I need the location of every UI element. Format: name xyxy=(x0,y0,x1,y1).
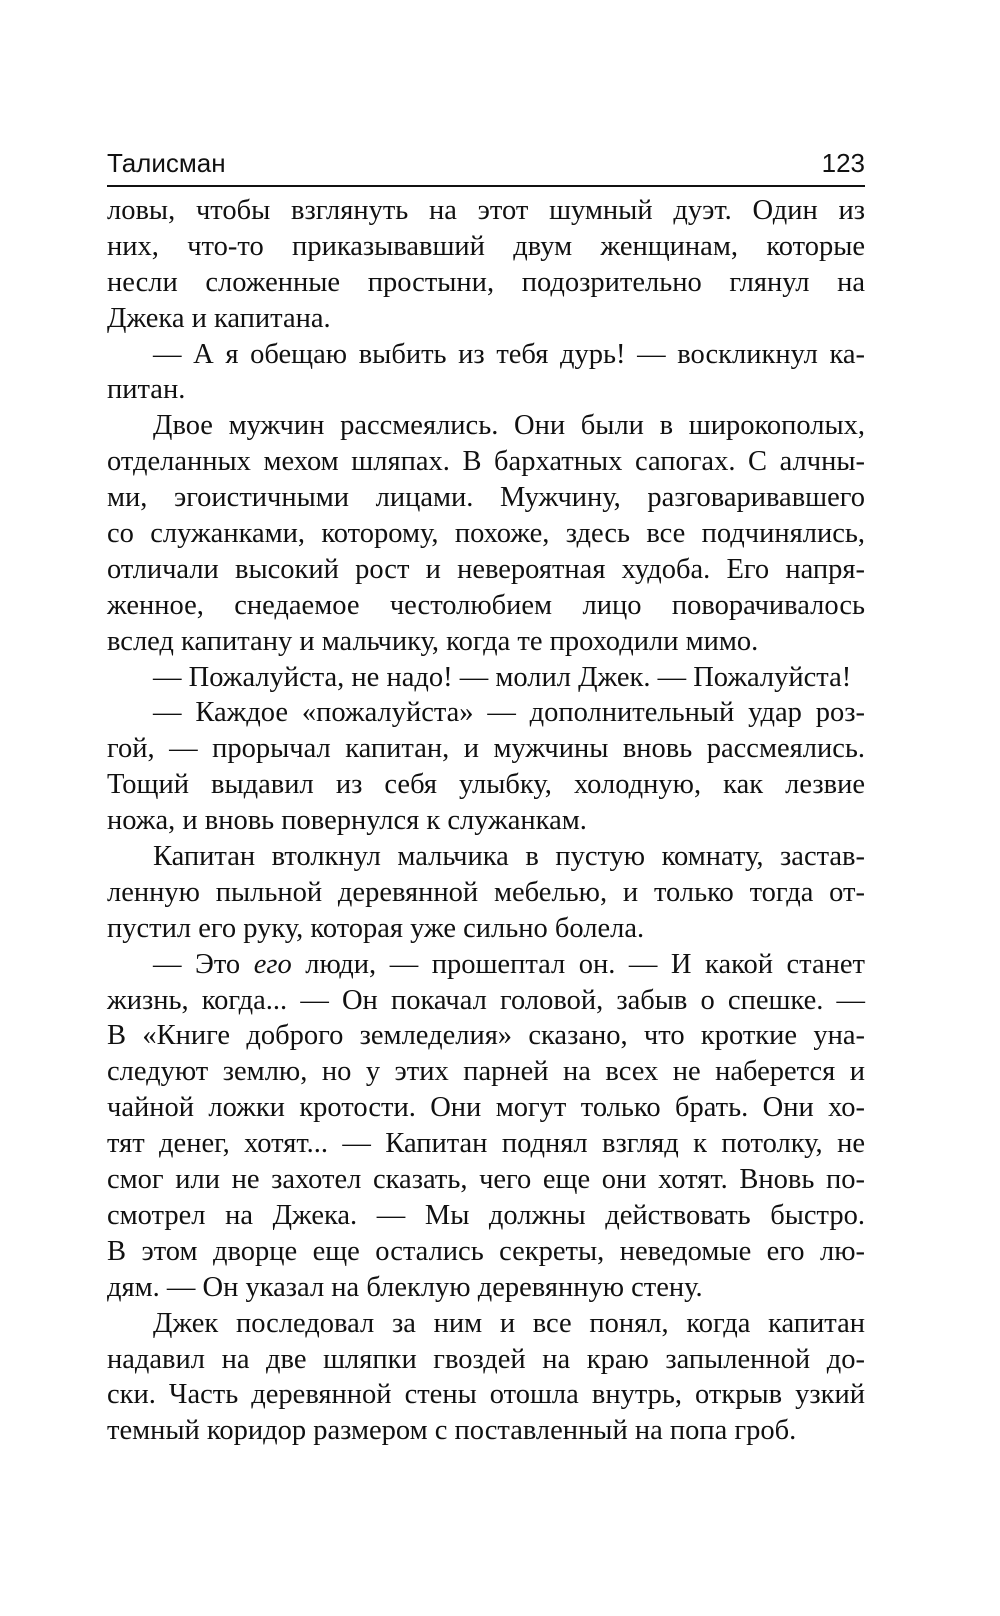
text-line: ножа, и вновь повернулся к служанкам. xyxy=(107,805,587,837)
text-line: — А я обещаю выбить из тебя дурь! — воскликнул ка- xyxy=(153,338,865,370)
text-line: женное, снедаемое честолюбием лицо поворачивалось xyxy=(107,589,865,621)
body-text xyxy=(107,193,865,1449)
text-line: Двое мужчин рассмеялись. Они были в широкополых, xyxy=(153,410,865,442)
text-line: отличали высокий рост и невероятная худоба. Его напря- xyxy=(107,553,865,585)
text-line: них, что-то приказывавший двум женщинам, которые xyxy=(107,230,865,262)
text-line: Джека и капитана. xyxy=(107,302,331,334)
text-line: ми, эгоистичными лицами. Мужчину, разговаривавшего xyxy=(107,482,865,514)
running-title: Талисман xyxy=(107,148,226,178)
text-line: чайной ложки кротости. Они могут только брать. Они хо- xyxy=(107,1092,865,1124)
text-line: смотрел на Джека. — Мы должны действовать быстро. xyxy=(107,1199,865,1231)
text-line: Капитан втолкнул мальчика в пустую комнату, застав- xyxy=(153,841,865,873)
text-line: вслед капитану и мальчику, когда те проходили мимо. xyxy=(107,625,759,657)
text-line: В этом дворце еще остались секреты, неведомые его лю- xyxy=(107,1235,865,1267)
text-line: — Пожалуйста, не надо! — молил Джек. — Пожалуйста! xyxy=(153,661,852,693)
text-line: — Каждое «пожалуйста» — дополнительный удар роз- xyxy=(153,697,865,729)
text-line: ски. Часть деревянной стены отошла внутрь, открыв узкий xyxy=(107,1379,865,1411)
text-line: дям. — Он указал на блеклую деревянную стену. xyxy=(107,1271,703,1303)
text-line: гой, — прорычал капитан, и мужчины вновь рассмеялись. xyxy=(107,733,865,765)
text-line: ленную пыльной деревянной мебелью, и только тогда от- xyxy=(107,876,865,908)
text-line: ловы, чтобы взглянуть на этот шумный дуэт. Один из xyxy=(107,195,865,226)
text-line: В «Книге доброго земледелия» сказано, что кроткие уна- xyxy=(107,1020,865,1052)
text-line: со служанками, которому, похоже, здесь все подчинялись, xyxy=(107,518,865,550)
text-segment: — Это xyxy=(153,948,254,980)
text-line: питан. xyxy=(107,374,186,406)
text-line: Джек последовал за ним и все понял, когда капитан xyxy=(153,1307,865,1339)
running-header xyxy=(107,148,865,186)
text-line: несли сложенные простыни, подозрительно глянул на xyxy=(107,266,865,298)
text-line: жизнь, когда... — Он покачал головой, забыв о спешке. — xyxy=(107,984,865,1016)
header-rule xyxy=(107,185,865,187)
text-line: пустил его руку, которая уже сильно болела. xyxy=(107,912,645,944)
text-line xyxy=(107,947,865,983)
emphasis-text: его xyxy=(253,948,292,980)
text-line: Тощий выдавил из себя улыбку, холодную, как лезвие xyxy=(107,769,865,801)
text-line: темный коридор размером с поставленный на попа гроб. xyxy=(107,1415,797,1447)
text-line: тят денег, хотят... — Капитан поднял взгляд к потолку, не xyxy=(107,1128,865,1160)
page-number: 123 xyxy=(821,148,865,178)
text-line: смог или не захотел сказать, чего еще они хотят. Вновь по- xyxy=(107,1164,865,1196)
text-line: отделанных мехом шляпах. В бархатных сапогах. С алчны- xyxy=(107,446,865,478)
text-line: следуют землю, но у этих парней на всех не наберется и xyxy=(107,1056,865,1088)
text-line: надавил на две шляпки гвоздей на краю запыленной до- xyxy=(107,1343,865,1375)
text-segment: люди, — прошептал он. — И какой станет xyxy=(291,948,865,980)
